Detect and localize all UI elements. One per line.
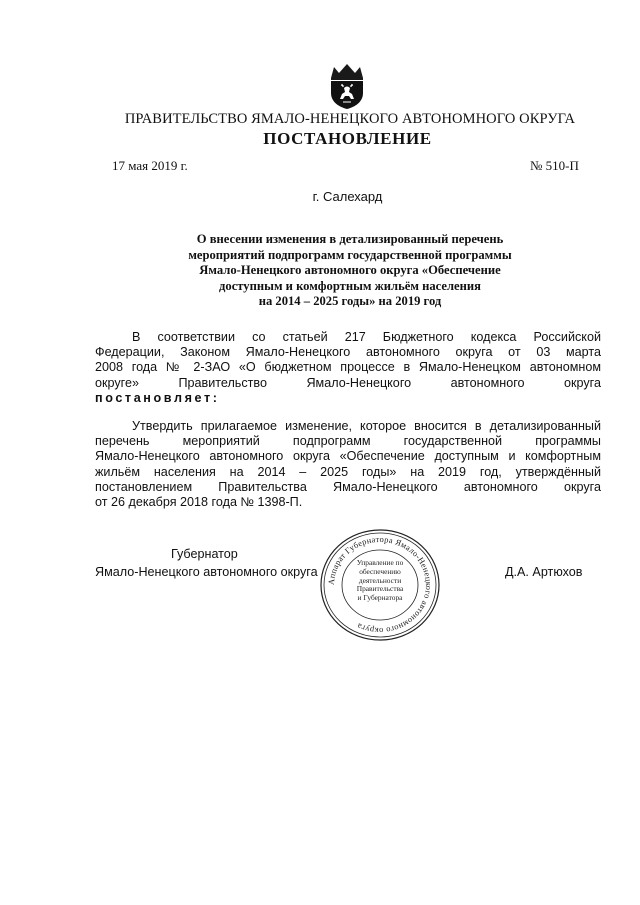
paragraph-line: от 26 декабря 2018 года № 1398-П. bbox=[95, 494, 303, 509]
stamp-line: Управление по bbox=[356, 558, 404, 567]
paragraph-line: Ямало-Ненецкого автономного округа «Обеспечение доступным и комфортным bbox=[95, 449, 601, 464]
stamp-line: Правительства bbox=[356, 584, 404, 594]
preamble-paragraph bbox=[95, 330, 601, 406]
paragraph-line: округе» Правительство Ямало-Ненецкого автономного округа bbox=[95, 375, 601, 390]
paragraph-line: Утвердить прилагаемое изменение, которое вносится в детализированный bbox=[132, 419, 601, 433]
signatory-title: Губернатор bbox=[171, 547, 238, 561]
title-line: на 2014 – 2025 годы» на 2019 год bbox=[258, 294, 442, 309]
paragraph-line bbox=[95, 391, 601, 406]
document-type: ПОСТАНОВЛЕНИЕ bbox=[263, 129, 432, 148]
stamp-center-text bbox=[348, 559, 412, 603]
paragraph-line: 2008 года № 2-ЗАО «О бюджетном процессе в Ямало-Ненецком автономном bbox=[95, 360, 601, 375]
title-line: Ямало-Ненецкого автономного округа «Обеспечение bbox=[199, 263, 501, 278]
government-name: ПРАВИТЕЛЬСТВО ЯМАЛО-НЕНЕЦКОГО АВТОНОМНОГО ОКРУГА bbox=[124, 111, 576, 127]
title-line: мероприятий подпрограмм государственной программы bbox=[188, 247, 512, 262]
stamp-line: обеспечению bbox=[359, 566, 401, 576]
stamp-line: деятельности bbox=[358, 575, 402, 585]
paragraph-line: перечень мероприятий подпрограмм государственной программы bbox=[95, 434, 601, 449]
document-city: г. Салехард bbox=[312, 189, 383, 204]
paragraph-line: постановлением Правительства Ямало-Ненецкого автономного округа bbox=[95, 479, 601, 494]
paragraph-line: жильём населения на 2014 – 2025 годы» на 2019 год, утверждённый bbox=[95, 464, 601, 479]
document-number: № 510-П bbox=[530, 158, 579, 173]
document-title bbox=[140, 232, 560, 310]
paragraph-line: В соответствии со статьей 217 Бюджетного кодекса Российской bbox=[132, 330, 601, 344]
official-stamp bbox=[318, 527, 442, 643]
signatory-name: Д.А. Артюхов bbox=[505, 565, 583, 579]
document-date: 17 мая 2019 г. bbox=[112, 158, 188, 173]
resolution-paragraph bbox=[95, 419, 601, 510]
stamp-ring-textpath: Аппарат Губернатора Ямало-Ненецкого автономного округа bbox=[326, 534, 434, 636]
resolve-word: постановляет: bbox=[95, 390, 220, 405]
stamp-line: и Губернатора bbox=[357, 593, 403, 603]
paragraph-line: Федерации, Законом Ямало-Ненецкого автономного округа от 03 марта bbox=[95, 345, 601, 360]
signatory-organization: Ямало-Ненецкого автономного округа bbox=[95, 565, 318, 579]
title-line: О внесении изменения в детализированный перечень bbox=[196, 232, 504, 246]
coat-of-arms-icon bbox=[325, 62, 369, 110]
title-line: доступным и комфортным жильём населения bbox=[219, 278, 481, 293]
